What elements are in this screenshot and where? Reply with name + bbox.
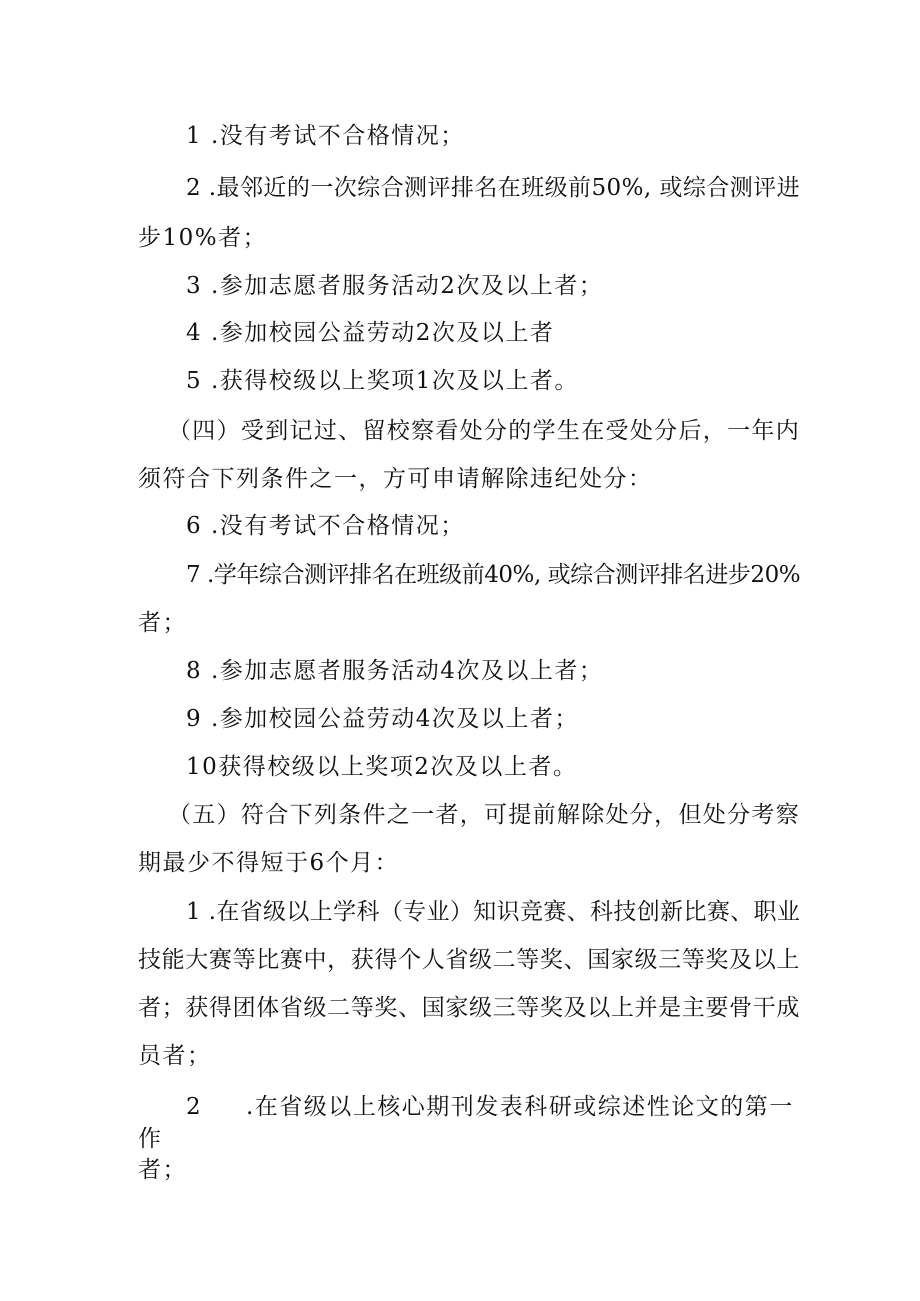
text-line: 者；获得团体省级二等奖、国家级三等奖及以上并是主要骨干成 <box>138 995 800 1021</box>
text-line: 3 .参加志愿者服务活动2次及以上者； <box>186 273 604 299</box>
text-line: 技能大赛等比赛中，获得个人省级二等奖、国家级三等奖及以上 <box>138 947 800 973</box>
text-line: 9 .参加校园公益劳动4次及以上者； <box>186 706 579 732</box>
text-line: 4 .参加校园公益劳动2次及以上者 <box>186 320 555 346</box>
text-line: 者； <box>138 1157 187 1183</box>
text-line: .在省级以上核心期刊发表科研或综述性论文的第一 <box>246 1094 794 1120</box>
text-line: 步10%者； <box>138 225 268 251</box>
text-line: 2 .最邻近的一次综合测评排名在班级前50%, 或综合测评进 <box>186 175 800 201</box>
list-number: 2 <box>186 1094 203 1120</box>
text-line: （四）受到记过、留校察看处分的学生在受处分后，一年内 <box>168 418 800 444</box>
text-line: 1 .在省级以上学科（专业）知识竞赛、科技创新比赛、职业 <box>186 899 801 925</box>
text-line: 者； <box>138 610 187 636</box>
text-line: 7 .学年综合测评排名在班级前40%, 或综合测评排名进步20% <box>186 562 801 588</box>
text-line: 10获得校级以上奖项2次及以上者。 <box>186 754 578 780</box>
text-line: 期最少不得短于6个月： <box>138 850 400 876</box>
text-line: （五）符合下列条件之一者，可提前解除处分，但处分考察 <box>168 802 800 828</box>
text-line: 5 .获得校级以上奖项1次及以上者。 <box>186 368 579 394</box>
text-line: 须符合下列条件之一，方可申请解除违纪处分： <box>138 466 653 492</box>
text-line: 员者； <box>138 1043 212 1069</box>
text-line: 6 .没有考试不合格情况； <box>186 513 465 539</box>
text-line: 8 .参加志愿者服务活动4次及以上者； <box>186 658 604 684</box>
text-line: 1 .没有考试不合格情况； <box>186 123 465 149</box>
text-line: 作 <box>138 1126 163 1152</box>
